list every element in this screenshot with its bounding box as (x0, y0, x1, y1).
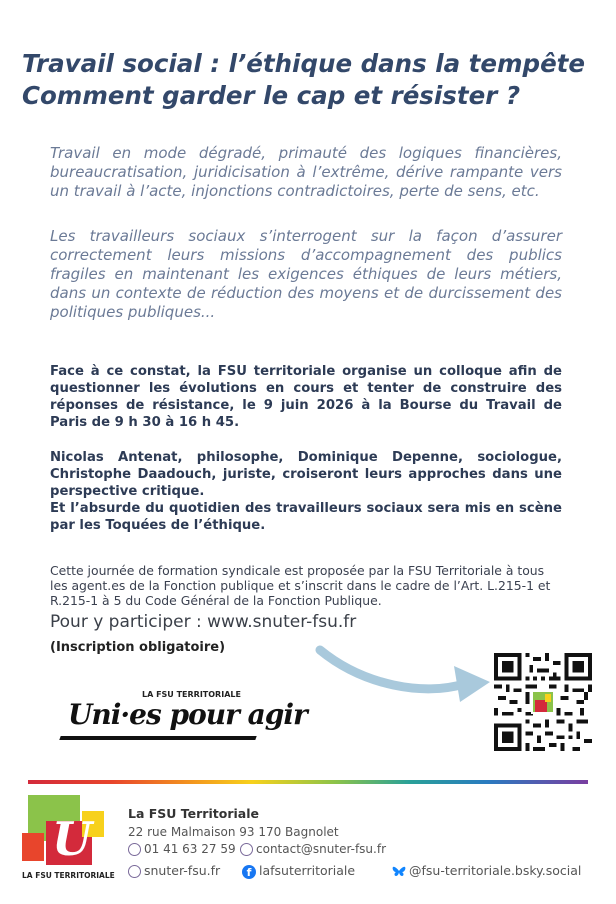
footer-logo-caption: LA FSU TERRITORIALE (22, 871, 115, 880)
participate-link[interactable]: Pour y participer : www.snuter-fsu.fr (50, 612, 357, 632)
footer-address: 22 rue Malmaison 93 170 Bagnolet (128, 825, 339, 839)
footer-website-text: snuter-fsu.fr (144, 863, 221, 878)
facebook-icon: f (242, 865, 256, 879)
notice-text: Cette journée de formation syndicale est proposée par la FSU Territoriale à tous les agent.es de la Fonction publique et s’inscrit dans le cadre de l’Art. L.215-1 et R.215-1 à 5 du Code Général de la Fonction Publique. (50, 563, 551, 608)
rainbow-divider (28, 780, 588, 784)
footer-logo (22, 795, 114, 883)
inscription-note: (Inscription obligatoire) (50, 640, 226, 655)
page-title (22, 48, 612, 112)
footer-website[interactable] (128, 863, 220, 878)
title-line-2: Comment garder le cap et résister ? (22, 81, 521, 110)
slogan-logo (56, 690, 307, 746)
body-paragraph-1: Face à ce constat, la FSU territoriale organise un colloque afin de questionner les évolutions en cours et tenter de construire des réponses de résistance, le 9 juin 2026 à la Bourse du Travail de Paris de 9 h 30 à 16 h 45. (50, 364, 562, 430)
fsu-logo-icon (22, 795, 114, 869)
footer-facebook[interactable] (242, 863, 355, 879)
email-icon (240, 843, 253, 856)
bluesky-icon (392, 866, 406, 878)
footer-bluesky[interactable] (392, 863, 581, 878)
slogan-brand: LA FSU TERRITORIALE (142, 690, 241, 699)
footer-email[interactable] (240, 842, 386, 856)
body-paragraph-2: Nicolas Antenat, philosophe, Dominique Depenne, sociologue, Christophe Daadouch, juriste, croiseront leurs approches dans une perspective critique. (50, 450, 562, 499)
footer-bluesky-text: @fsu-territoriale.bsky.social (409, 863, 582, 878)
footer-email-text: contact@snuter-fsu.fr (256, 842, 387, 856)
phone-icon (128, 843, 141, 856)
globe-icon (128, 865, 141, 878)
footer-phone[interactable] (128, 842, 236, 856)
title-line-1: Travail social : l’éthique dans la tempête (22, 49, 586, 78)
svg-text:U: U (52, 812, 93, 866)
footer-phone-text: 01 41 63 27 59 (144, 842, 236, 856)
qr-code[interactable] (494, 653, 592, 751)
body-paragraph-3: Et l’absurde du quotidien des travailleurs sociaux sera mis en scène par les Toquées de l’éthique. (50, 501, 562, 533)
slogan-underline (59, 736, 256, 740)
intro-paragraph-1: Travail en mode dégradé, primauté des logiques financières, bureaucratisation, juridicisation à l’extrême, dérive rampante vers un travail à l’acte, injonctions contradictoires, perte de sens, etc. (50, 144, 562, 200)
qr-center-logo (531, 690, 555, 714)
intro-paragraph-2: Les travailleurs sociaux s’interrogent sur la façon d’assurer correctement leurs missions d’accompagnement des publics fragiles en maintenant les exigences éthiques de leurs métiers, dans un contexte de réduction des moyens et de durcissement des politiques publiques... (50, 227, 562, 321)
footer-org-name: La FSU Territoriale (128, 806, 259, 821)
footer-facebook-text: lafsuterritoriale (259, 863, 356, 878)
arrow-icon (314, 640, 494, 710)
slogan-text: Uni·es pour agir (68, 698, 307, 731)
